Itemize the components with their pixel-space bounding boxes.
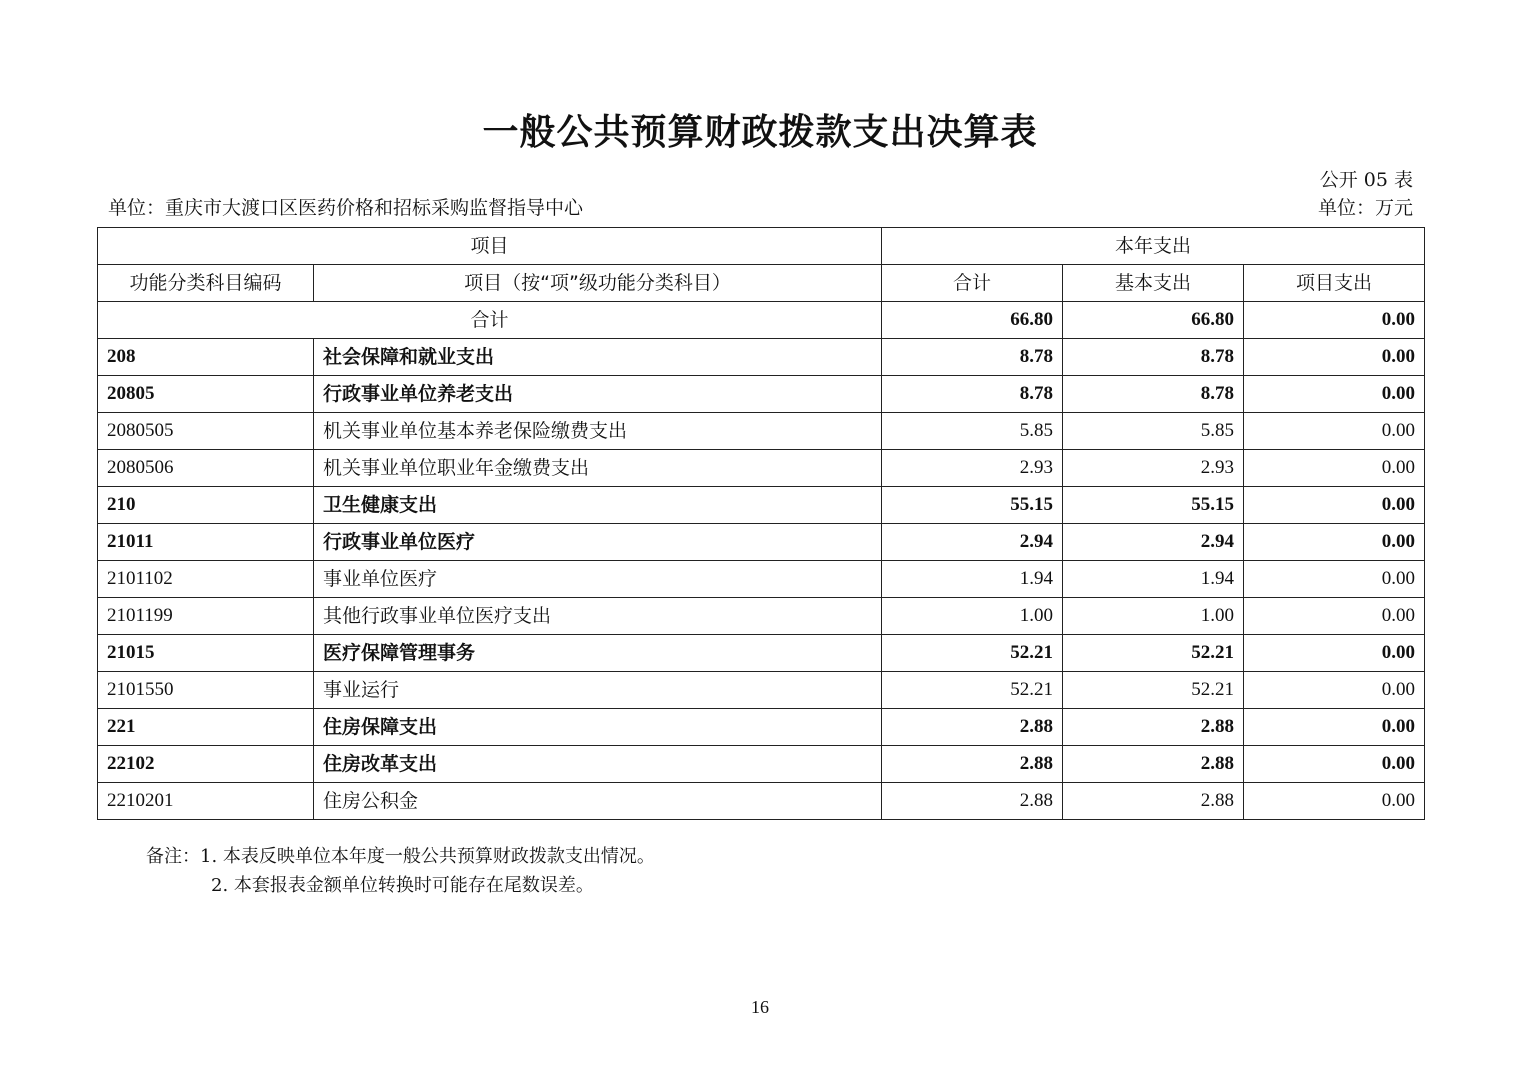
table-row [98, 376, 1425, 413]
row-project: 0.00 [1244, 783, 1425, 820]
row-basic: 2.94 [1063, 524, 1244, 561]
row-total: 52.21 [882, 672, 1063, 709]
row-project: 0.00 [1244, 598, 1425, 635]
row-total: 52.21 [882, 635, 1063, 672]
unit-organization: 单位：重庆市大渡口区医药价格和招标采购监督指导中心 [108, 197, 584, 219]
row-total: 55.15 [882, 487, 1063, 524]
row-code: 221 [98, 709, 314, 746]
row-code: 210 [98, 487, 314, 524]
row-code: 20805 [98, 376, 314, 413]
table-row [98, 450, 1425, 487]
row-name: 事业运行 [314, 672, 882, 709]
row-code: 2080505 [98, 413, 314, 450]
row-code: 2101199 [98, 598, 314, 635]
row-code: 2210201 [98, 783, 314, 820]
row-code: 2101102 [98, 561, 314, 598]
row-name: 住房公积金 [314, 783, 882, 820]
row-total: 2.93 [882, 450, 1063, 487]
total-project: 0.00 [1244, 302, 1425, 339]
row-name: 其他行政事业单位医疗支出 [314, 598, 882, 635]
row-total: 2.88 [882, 783, 1063, 820]
table-header-row-2 [98, 265, 1425, 302]
row-total: 1.00 [882, 598, 1063, 635]
budget-expense-table [97, 227, 1425, 820]
row-basic: 52.21 [1063, 672, 1244, 709]
unit-currency: 单位：万元 [1317, 197, 1413, 219]
row-project: 0.00 [1244, 709, 1425, 746]
total-label: 合计 [98, 302, 882, 339]
document-title: 一般公共预算财政拨款支出决算表 [482, 112, 1038, 153]
row-basic: 8.78 [1063, 339, 1244, 376]
table-row [98, 783, 1425, 820]
row-code: 21011 [98, 524, 314, 561]
row-project: 0.00 [1244, 487, 1425, 524]
table-row [98, 413, 1425, 450]
row-name: 机关事业单位基本养老保险缴费支出 [314, 413, 882, 450]
column-header-name: 项目（按“项”级功能分类科目） [314, 265, 882, 302]
table-row [98, 524, 1425, 561]
row-total: 1.94 [882, 561, 1063, 598]
row-basic: 1.00 [1063, 598, 1244, 635]
note-line-2: 2. 本套报表金额单位转换时可能存在尾数误差。 [211, 875, 594, 896]
row-name: 医疗保障管理事务 [314, 635, 882, 672]
row-name: 卫生健康支出 [314, 487, 882, 524]
row-basic: 55.15 [1063, 487, 1244, 524]
table-row [98, 561, 1425, 598]
row-code: 22102 [98, 746, 314, 783]
row-name: 事业单位医疗 [314, 561, 882, 598]
row-basic: 2.88 [1063, 709, 1244, 746]
row-project: 0.00 [1244, 561, 1425, 598]
notes [146, 842, 655, 900]
header-year-expense: 本年支出 [882, 228, 1425, 265]
row-name: 机关事业单位职业年金缴费支出 [314, 450, 882, 487]
row-project: 0.00 [1244, 376, 1425, 413]
row-project: 0.00 [1244, 635, 1425, 672]
table-row [98, 487, 1425, 524]
table-row [98, 709, 1425, 746]
note-line-1: 备注：1. 本表反映单位本年度一般公共预算财政拨款支出情况。 [146, 846, 655, 867]
row-code: 208 [98, 339, 314, 376]
row-name: 住房保障支出 [314, 709, 882, 746]
row-basic: 2.88 [1063, 746, 1244, 783]
row-name: 社会保障和就业支出 [314, 339, 882, 376]
row-project: 0.00 [1244, 339, 1425, 376]
row-basic: 52.21 [1063, 635, 1244, 672]
row-basic: 8.78 [1063, 376, 1244, 413]
row-basic: 1.94 [1063, 561, 1244, 598]
row-total: 5.85 [882, 413, 1063, 450]
table-row [98, 339, 1425, 376]
row-project: 0.00 [1244, 524, 1425, 561]
table-row [98, 672, 1425, 709]
row-project: 0.00 [1244, 450, 1425, 487]
form-number: 公开 05 表 [1319, 169, 1413, 191]
table-header-row-1 [98, 228, 1425, 265]
page-number: 16 [751, 997, 769, 1017]
row-basic: 5.85 [1063, 413, 1244, 450]
table-row [98, 598, 1425, 635]
row-name: 住房改革支出 [314, 746, 882, 783]
row-total: 8.78 [882, 339, 1063, 376]
row-name: 行政事业单位养老支出 [314, 376, 882, 413]
table-row [98, 635, 1425, 672]
row-basic: 2.88 [1063, 783, 1244, 820]
total-row [98, 302, 1425, 339]
row-code: 2080506 [98, 450, 314, 487]
column-header-total: 合计 [882, 265, 1063, 302]
row-code: 2101550 [98, 672, 314, 709]
row-total: 8.78 [882, 376, 1063, 413]
row-project: 0.00 [1244, 746, 1425, 783]
header-item: 项目 [98, 228, 882, 265]
table-row [98, 746, 1425, 783]
row-project: 0.00 [1244, 672, 1425, 709]
row-total: 2.88 [882, 746, 1063, 783]
column-header-basic: 基本支出 [1063, 265, 1244, 302]
row-project: 0.00 [1244, 413, 1425, 450]
total-sum: 66.80 [882, 302, 1063, 339]
row-basic: 2.93 [1063, 450, 1244, 487]
total-basic: 66.80 [1063, 302, 1244, 339]
row-total: 2.94 [882, 524, 1063, 561]
column-header-code: 功能分类科目编码 [98, 265, 314, 302]
row-code: 21015 [98, 635, 314, 672]
column-header-project: 项目支出 [1244, 265, 1425, 302]
row-name: 行政事业单位医疗 [314, 524, 882, 561]
row-total: 2.88 [882, 709, 1063, 746]
